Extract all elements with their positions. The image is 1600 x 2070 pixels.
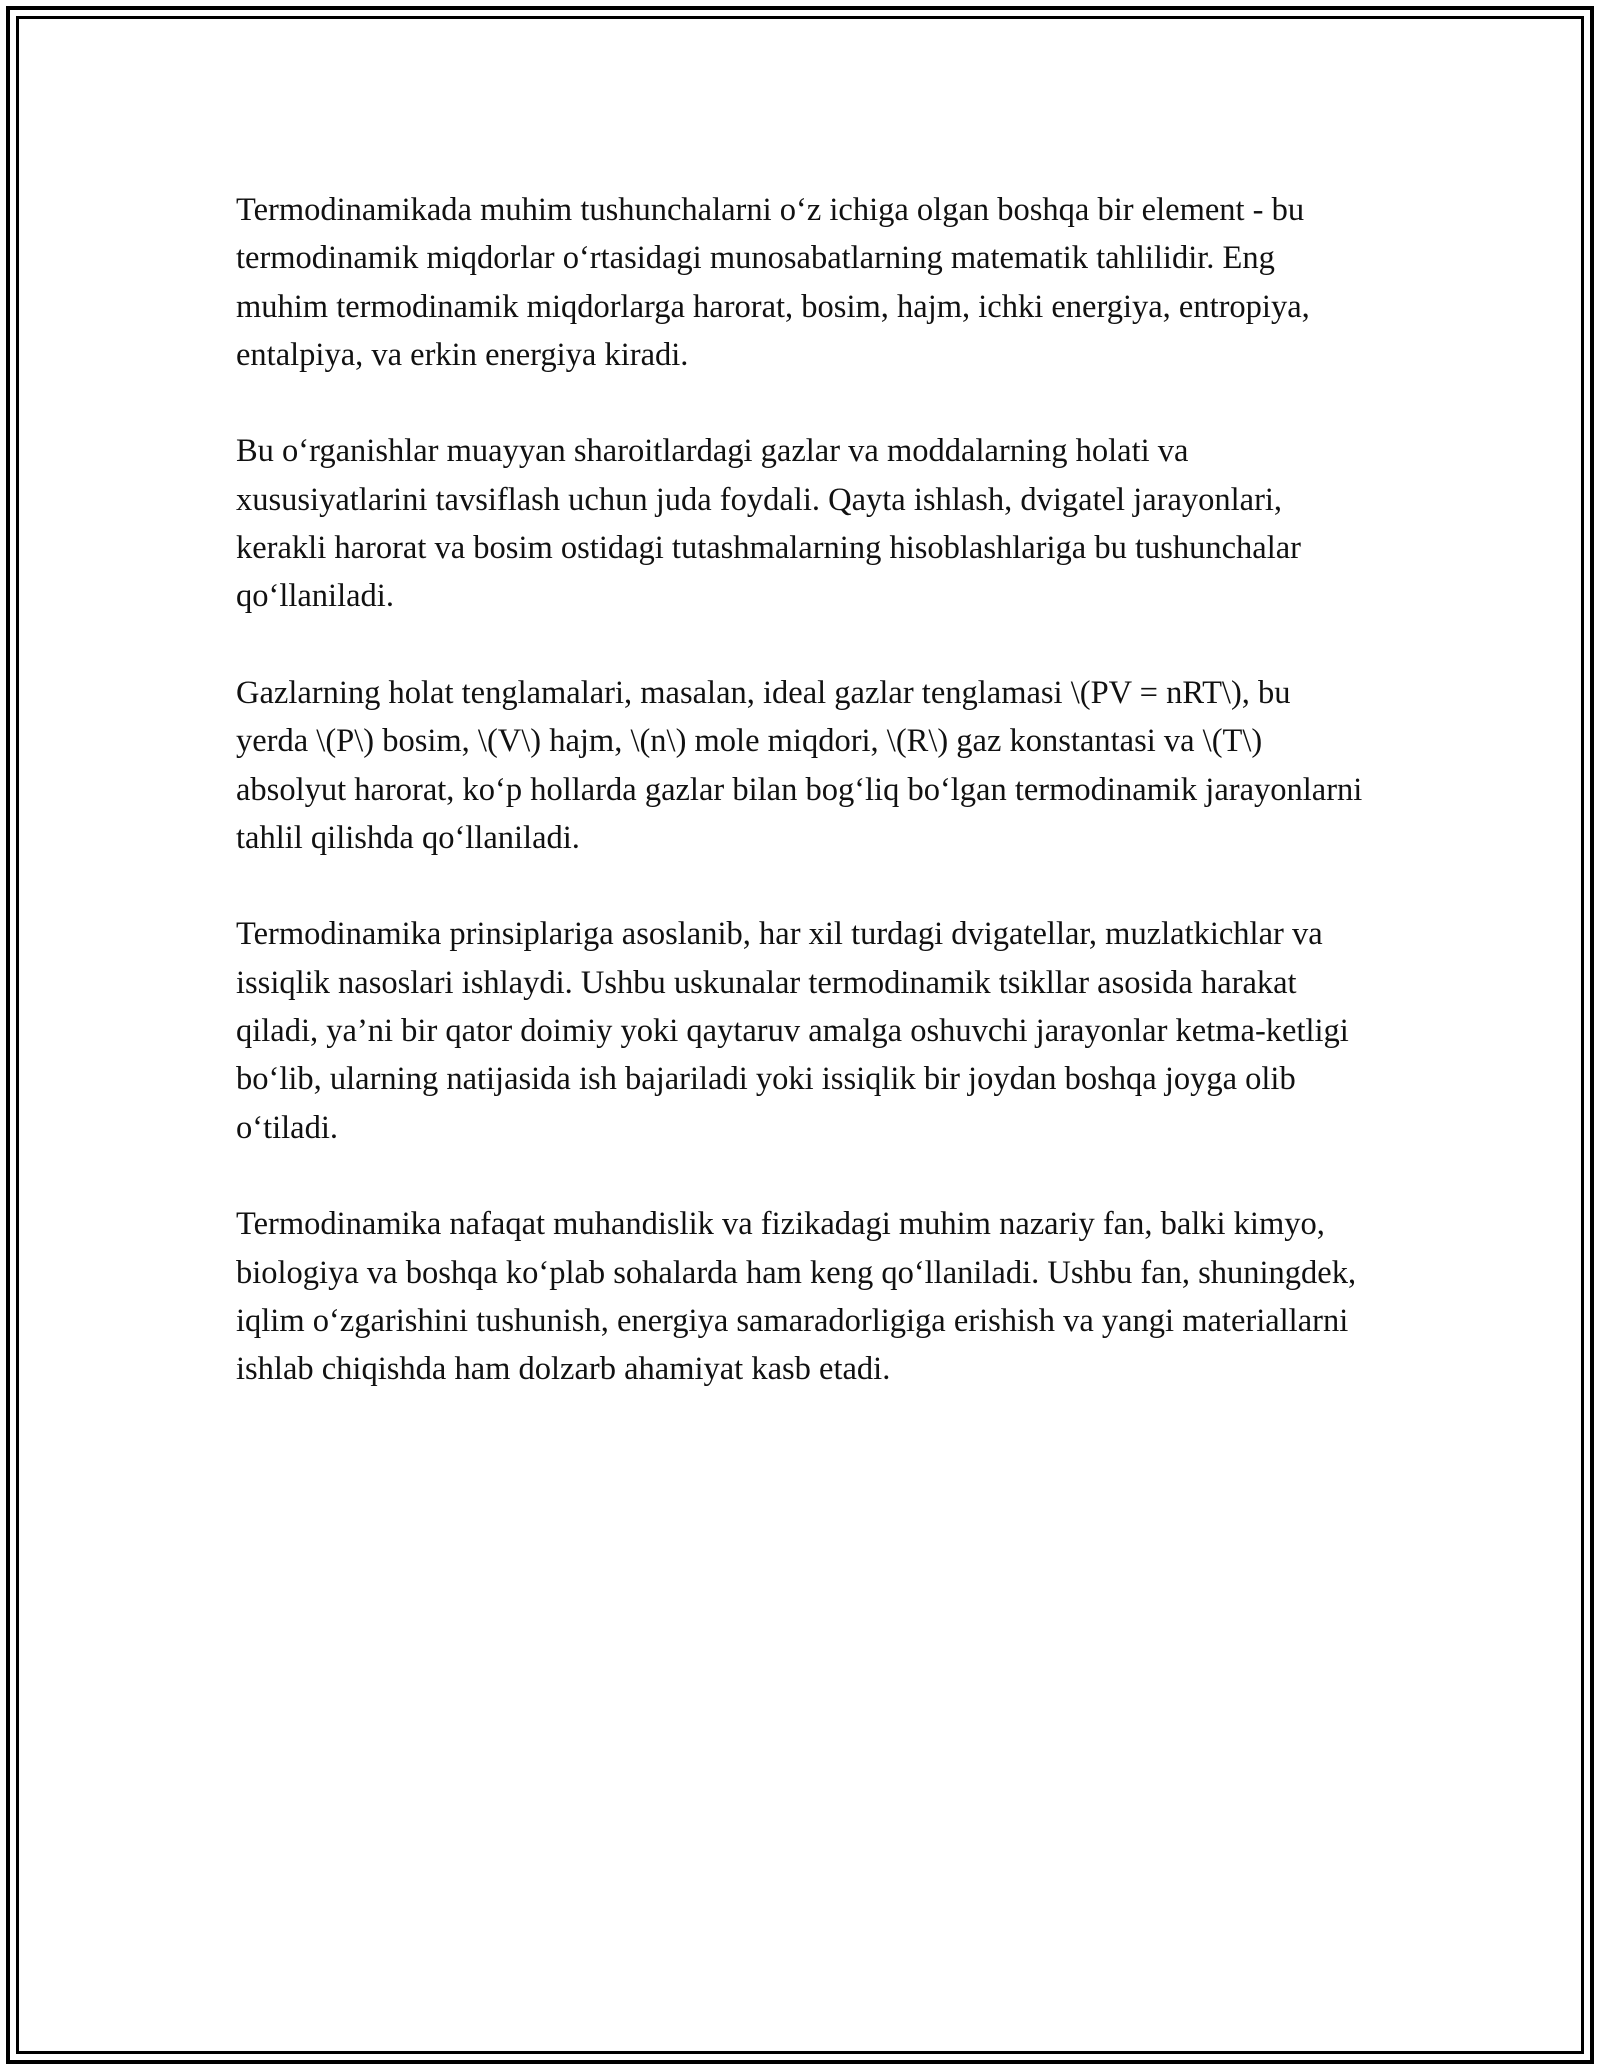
- document-body: [236, 186, 1366, 1442]
- paragraph-5: Termodinamika nafaqat muhandislik va fizikadagi muhim nazariy fan, balki kimyo, biologiya va boshqa ko‘plab sohalarda ham keng qo‘llaniladi. Ushbu fan, shuningdek, iqlim o‘zgarishini tushunish, energiya samaradorligiga erishish va yangi materiallarni ishlab chiqishda ham dolzarb ahamiyat kasb etadi.: [236, 1206, 1357, 1388]
- paragraph-1: Termodinamikada muhim tushunchalarni o‘z ichiga olgan boshqa bir element - bu termodinamik miqdorlar o‘rtasidagi munosabatlarning matematik tahlilidir. Eng muhim termodinamik miqdorlarga harorat, bosim, hajm, ichki energiya, entropiya, entalpiya, va erkin energiya kiradi.: [236, 192, 1310, 373]
- paragraph-3: Gazlarning holat tenglamalari, masalan, ideal gazlar tenglamasi \(PV = nRT\), bu yerda \(P\) bosim, \(V\) hajm, \(n\) mole miqdori, \(R\) gaz konstantasi va \(T\) absolyut harorat, ko‘p hollarda gazlar bilan bog‘liq bo‘lgan termodinamik jarayonlarni tahlil qilishda qo‘llaniladi.: [236, 674, 1363, 856]
- paragraph-2: Bu o‘rganishlar muayyan sharoitlardagi gazlar va moddalarning holati va xususiyatlarini tavsiflash uchun juda foydali. Qayta ishlash, dvigatel jarayonlari, kerakli harorat va bosim ostidagi tutashmalarning hisoblashlariga bu tushunchalar qo‘llaniladi.: [236, 433, 1302, 615]
- paragraph-4: Termodinamika prinsiplariga asoslanib, har xil turdagi dvigatellar, muzlatkichlar va issiqlik nasoslari ishlaydi. Ushbu uskunalar termodinamik tsikllar asosida harakat qiladi, ya’ni bir qator doimiy yoki qaytaruv amalga oshuvchi jarayonlar ketma-ketligi bo‘lib, ularning natijasida ish bajariladi yoki issiqlik bir joydan boshqa joyga olib o‘tiladi.: [236, 916, 1349, 1146]
